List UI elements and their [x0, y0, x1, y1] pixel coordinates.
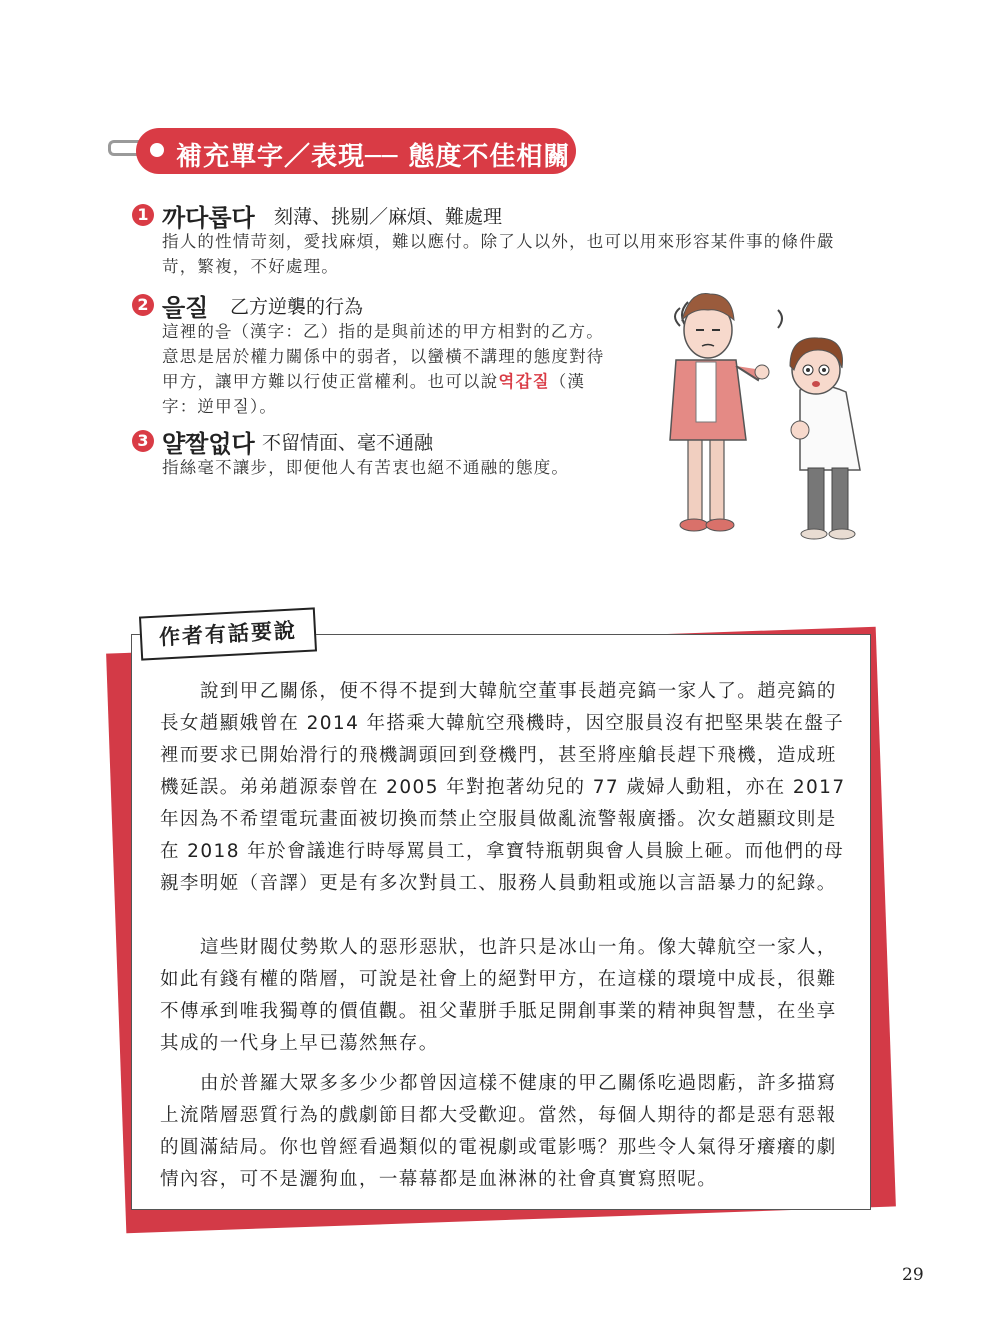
- page-number: 29: [902, 1265, 924, 1285]
- desc-line: 甲方，讓甲方難以行使正當權利。也可以說역갑질（漢: [162, 372, 586, 391]
- desc-line: 苛，繁複，不好處理。: [162, 257, 339, 276]
- author-paragraph-3: 由於普羅大眾多多少少都曾因這樣不健康的甲乙關係吃過悶虧，許多描寫上流階層惡質行為的戲劇節目都大受歡迎。當然，每個人期待的都是惡有惡報的圓滿結局。你也曾經看過類似的電視劇或電影嗎？那些令人氣得牙癢癢的劇情內容，可不是灑狗血，一幕幕都是血淋淋的社會真實寫照呢。: [160, 1073, 837, 1190]
- author-paragraph-2: 這些財閥仗勢欺人的惡形惡狀，也許只是冰山一角。像大韓航空一家人，如此有錢有權的階層，可說是社會上的絕對甲方，在這樣的環境中成長，很難不傳承到唯我獨尊的價值觀。祖父輩胼手胝足開創事業的精神與智慧，在坐享其成的一代身上早已蕩然無存。: [160, 937, 837, 1054]
- vocab-description: [162, 229, 882, 279]
- vocab-term: 을질: [162, 294, 209, 322]
- desc-line: 指人的性情苛刻，愛找麻煩，難以應付。除了人以外，也可以用來形容某件事的條件嚴: [162, 232, 835, 251]
- author-box-tag: 作者有話要說: [139, 607, 317, 660]
- item-number: 3: [132, 430, 154, 452]
- bullet-dot-icon: [150, 143, 164, 157]
- item-number: 1: [132, 204, 154, 226]
- vocab-description: [162, 455, 682, 480]
- vocab-gloss: 不留情面、毫不通融: [262, 432, 434, 454]
- desc-line: 這裡的을（漢字：乙）指的是與前述的甲方相對的乙方。: [162, 322, 604, 341]
- item-number: 2: [132, 294, 154, 316]
- section-title: 補充單字／表現── 態度不佳相關: [176, 142, 571, 172]
- vocab-description: [162, 319, 642, 419]
- vocab-term: 까다롭다: [162, 204, 255, 232]
- cartoon-illustration: [650, 280, 890, 550]
- desc-line: 指絲毫不讓步，即便他人有苦衷也絕不通融的態度。: [162, 458, 570, 477]
- vocab-gloss: 刻薄、挑剔／麻煩、難處理: [274, 206, 503, 228]
- section-header: [108, 128, 588, 178]
- vocab-term: 얄짤없다: [162, 430, 255, 458]
- author-paragraph-1: 說到甲乙關係，便不得不提到大韓航空董事長趙亮鎬一家人了。趙亮鎬的長女趙顯娥曾在 2014 年搭乘大韓航空飛機時，因空服員沒有把堅果裝在盤子裡而要求已開始滑行的飛機調頭回到登機門，甚至將座艙長趕下飛機，造成班機延誤。弟弟趙源泰曾在 2005 年對抱著幼兒的 77 歲婦人動粗，亦在 2017 年因為不希望電玩畫面被切換而禁止空服員做亂流警報廣播。次女趙顯玟則是在 2018 年於會議進行時辱罵員工，拿寶特瓶朝與會人員臉上砸。而他們的母親李明姬（音譯）更是有多次對員工、服務人員動粗或施以言語暴力的紀錄。: [160, 681, 846, 894]
- highlight-term: 역갑질: [498, 372, 550, 391]
- vocab-gloss: 乙方逆襲的行為: [230, 296, 364, 318]
- desc-line: 意思是居於權力關係中的弱者，以蠻橫不講理的態度對待: [162, 347, 605, 366]
- section-title-pill: [136, 128, 576, 174]
- desc-line: 字：逆甲질）。: [162, 397, 278, 416]
